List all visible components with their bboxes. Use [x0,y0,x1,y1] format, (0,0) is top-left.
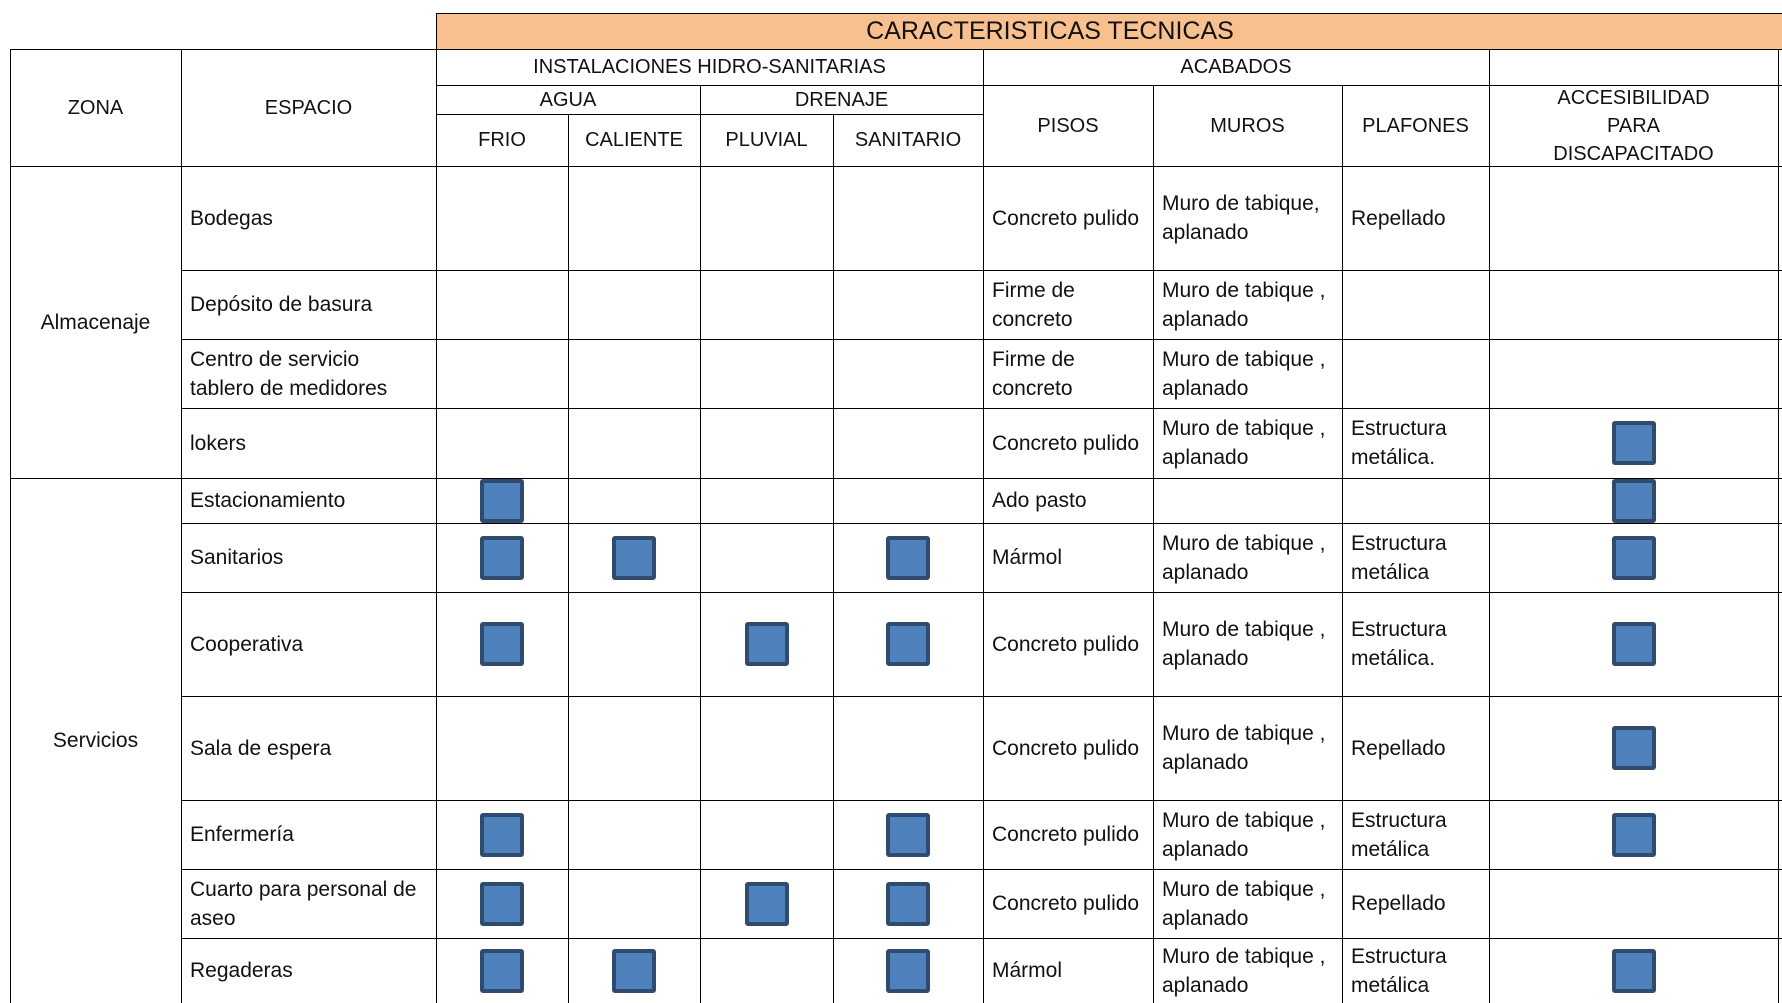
zone-cell: Almacenaje [40,310,151,334]
header-espacio: ESPACIO [264,96,353,119]
check-mark-sanitario [886,949,930,993]
cell-pisos: Firme de concreto [992,347,1075,400]
cell-plafones [1342,270,1489,339]
cell-espacio: Cuarto para personal de aseo [190,877,417,930]
check-mark-frio [480,949,524,993]
cell-espacio: Cooperativa [190,632,304,656]
cell-muros: Muro de tabique, aplanado [1162,192,1320,244]
cell-plafones: Repellado [1351,736,1446,760]
cell-espacio: Sanitarios [190,546,284,569]
cell-pisos: Ado pasto [992,489,1087,512]
check-mark-accesibilidad [1612,949,1656,993]
header-agua: AGUA [539,88,597,111]
grid-line [1778,49,1779,1003]
grid-line [700,85,701,1003]
header-pisos: PISOS [1037,114,1099,137]
grid-line [833,114,834,1003]
check-mark-accesibilidad [1612,726,1656,770]
header-pluvial: PLUVIAL [725,129,808,151]
header-drenaje: DRENAJE [794,88,889,111]
check-mark-accesibilidad [1612,622,1656,666]
cell-espacio: Enfermería [190,823,294,846]
cell-espacio: Estacionamiento [190,489,346,512]
cell-plafones: Estructura metálica [1351,808,1447,861]
cell-pisos: Mármol [992,959,1063,982]
header-caliente: CALIENTE [585,129,683,151]
cell-muros: Muro de tabique , aplanado [1162,808,1326,861]
cell-muros: Muro de tabique , aplanado [1162,347,1326,400]
header-muros: MUROS [1210,114,1285,137]
cell-pisos: Concreto pulido [992,431,1140,455]
cell-muros [1153,478,1342,523]
cell-muros: Muro de tabique , aplanado [1162,417,1326,469]
sheet-title-bar [436,13,1782,50]
cell-pisos: Concreto pulido [992,892,1140,915]
cell-espacio: Depósito de basura [190,293,373,316]
check-mark-sanitario [886,622,930,666]
cell-espacio: lokers [190,431,247,455]
cell-pisos: Mármol [992,546,1063,569]
check-mark-accesibilidad [1612,813,1656,857]
header-sanitario: SANITARIO [854,129,962,151]
check-mark-sanitario [886,813,930,857]
check-mark-pluvial [745,622,789,666]
cell-plafones: Estructura metálica [1351,944,1447,997]
cell-espacio: Centro de servicio tablero de medidores [190,347,388,400]
sheet-title: CARACTERISTICAS TECNICAS [866,17,1234,45]
header-plafones: PLAFONES [1362,114,1469,137]
header-instalaciones: INSTALACIONES HIDRO-SANITARIAS [533,56,886,78]
check-mark-frio [480,882,524,926]
check-mark-sanitario [886,536,930,580]
header-frio: FRIO [478,129,526,151]
grid-line [568,114,569,1003]
check-mark-caliente [612,949,656,993]
cell-plafones: Repellado [1351,892,1446,915]
check-mark-sanitario [886,882,930,926]
header-accesibilidad: ACCESIBILIDAD PARA DISCAPACITADO [1553,86,1714,165]
grid-line [1489,49,1490,1003]
header-acabados: ACABADOS [1180,56,1292,78]
cell-muros: Muro de tabique , aplanado [1162,722,1326,774]
check-mark-pluvial [745,882,789,926]
check-mark-frio [480,622,524,666]
check-mark-caliente [612,536,656,580]
cell-pisos: Concreto pulido [992,736,1140,760]
check-mark-frio [480,479,524,523]
cell-muros: Muro de tabique , aplanado [1162,618,1326,670]
cell-plafones: Estructura metálica [1351,531,1447,584]
zone-cell: Servicios [52,729,139,752]
cell-muros: Muro de tabique , aplanado [1162,877,1326,930]
check-mark-accesibilidad [1612,421,1656,465]
cell-pisos: Firme de concreto [992,278,1075,331]
cell-espacio: Regaderas [190,959,293,982]
cell-pisos: Concreto pulido [992,206,1140,230]
cell-plafones [1342,339,1489,408]
cell-espacio: Bodegas [190,206,273,230]
cell-muros: Muro de tabique , aplanado [1162,278,1326,331]
cell-pisos: Concreto pulido [992,632,1140,656]
cell-muros: Muro de tabique , aplanado [1162,531,1326,584]
cell-plafones: Repellado [1351,206,1446,230]
check-mark-frio [480,813,524,857]
check-mark-accesibilidad [1612,536,1656,580]
check-mark-frio [480,536,524,580]
cell-plafones: Estructura metálica. [1351,618,1447,670]
cell-muros: Muro de tabique , aplanado [1162,944,1326,997]
header-zona: ZONA [67,96,124,119]
cell-pisos: Concreto pulido [992,823,1140,846]
cell-plafones [1342,478,1489,523]
cell-plafones: Estructura metálica. [1351,417,1447,469]
check-mark-accesibilidad [1612,479,1656,523]
cell-espacio: Sala de espera [190,736,332,760]
